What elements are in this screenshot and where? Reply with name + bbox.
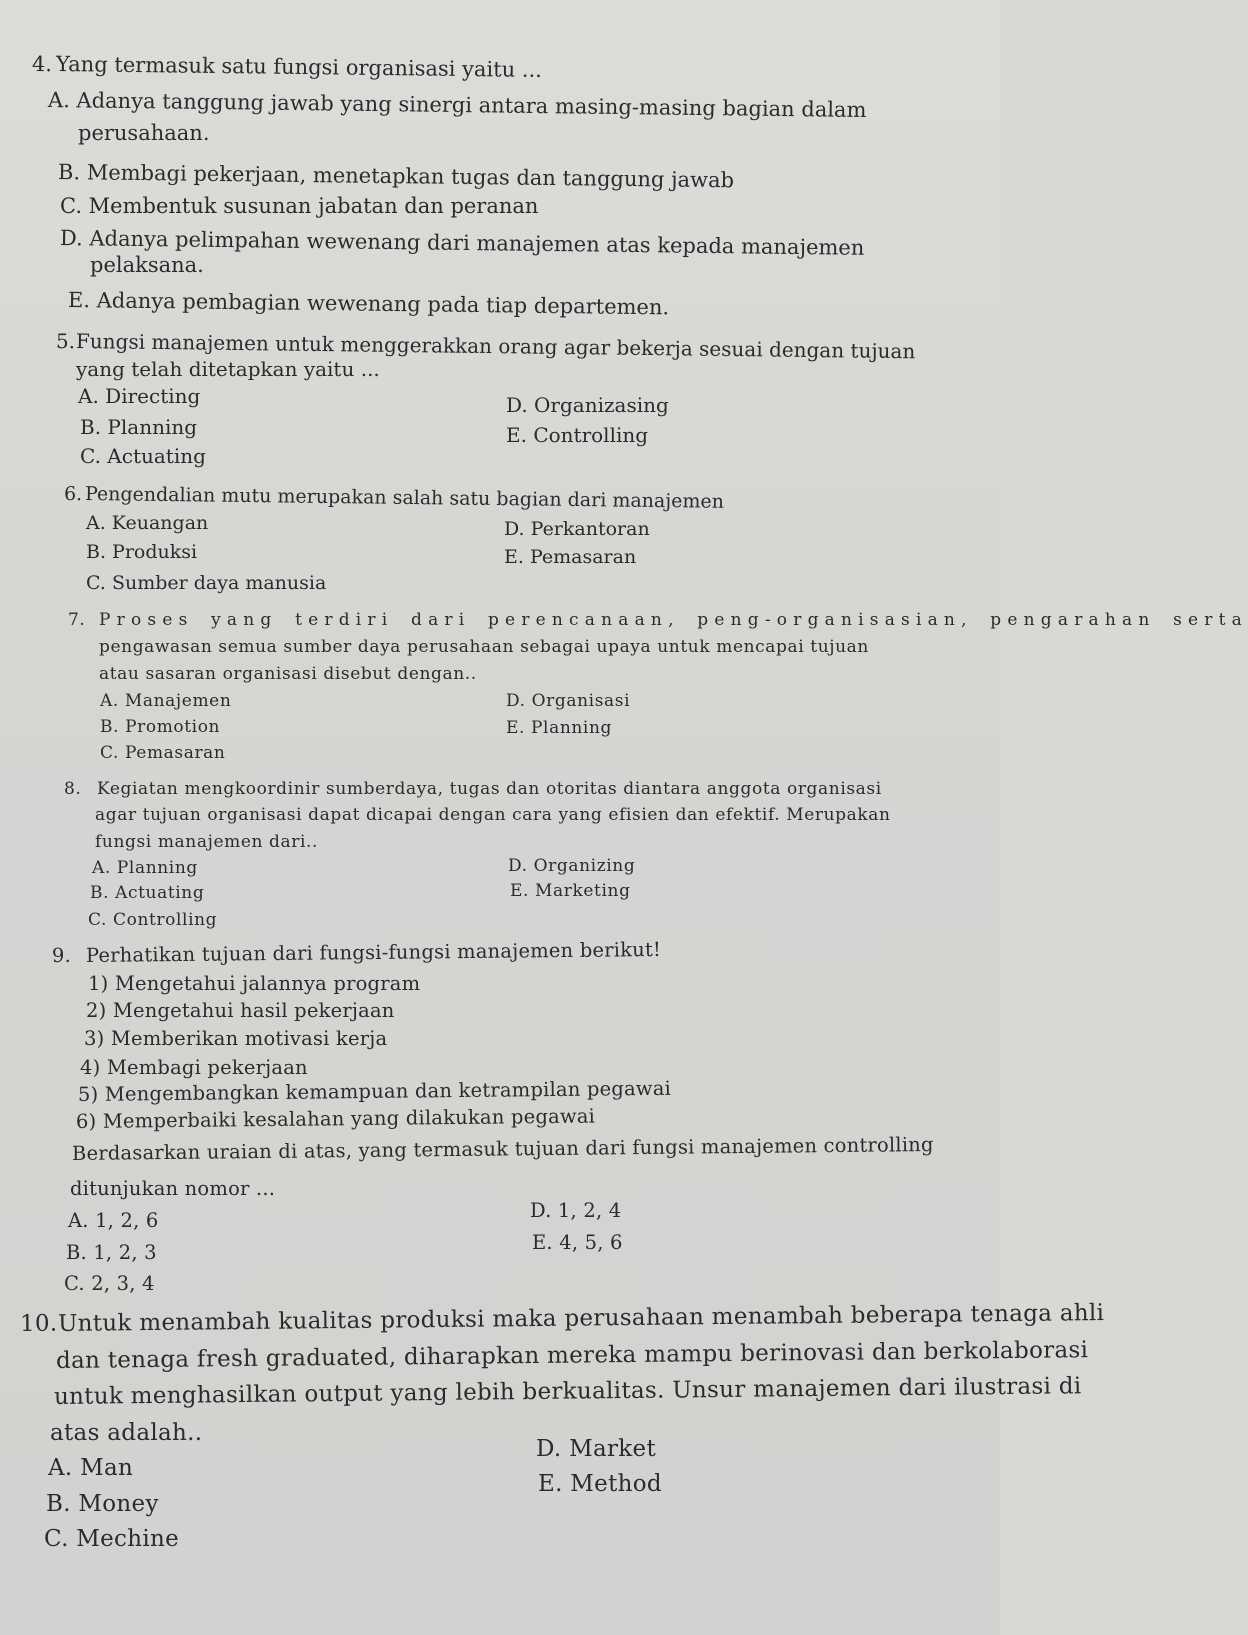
question-5-text-line2: yang telah ditetapkan yaitu ...	[76, 357, 380, 381]
question-8-text-line2: agar tujuan organisasi dapat dicapai dengan cara yang efisien dan efektif. Merupakan	[95, 805, 891, 825]
question-9-item-3: 3) Memberikan motivasi kerja	[84, 1027, 388, 1050]
question-7-text-line3: atau sasaran organisasi disebut dengan..	[99, 664, 477, 684]
question-10-option-c: C. Mechine	[44, 1526, 180, 1552]
question-10-number: 10.	[19, 1310, 58, 1337]
question-9-prompt-line2: ditunjukan nomor ...	[70, 1177, 276, 1200]
question-6-number: 6.	[63, 483, 83, 506]
question-7-option-e: E. Planning	[506, 718, 612, 738]
question-9-option-a: A. 1, 2, 6	[68, 1209, 159, 1232]
question-8-option-a: A. Planning	[92, 858, 198, 878]
question-4-option-c: C. Membentuk susunan jabatan dan peranan	[60, 194, 539, 218]
question-9-option-c: C. 2, 3, 4	[64, 1272, 155, 1295]
question-5-number: 5.	[55, 329, 76, 354]
question-6-option-b: B. Produksi	[86, 541, 198, 563]
question-7-option-d: D. Organisasi	[506, 691, 631, 711]
question-8-option-b: B. Actuating	[90, 883, 205, 903]
question-10-option-e: E. Method	[538, 1471, 662, 1497]
question-9-item-4: 4) Membagi pekerjaan	[80, 1056, 308, 1079]
question-9-item-6: 6) Memperbaiki kesalahan yang dilakukan pegawai	[75, 1104, 596, 1133]
question-9-option-b: B. 1, 2, 3	[66, 1241, 157, 1264]
question-10-option-b: B. Money	[46, 1491, 159, 1517]
question-5-option-a: A. Directing	[78, 384, 201, 408]
question-10-text-line3: untuk menghasilkan output yang lebih berkualitas. Unsur manajemen dari ilustrasi di	[53, 1373, 1082, 1410]
question-5-option-e: E. Controlling	[506, 423, 649, 447]
question-4-option-a-line1: A. Adanya tanggung jawab yang sinergi antara masing-masing bagian dalam	[47, 88, 867, 122]
question-4-text: Yang termasuk satu fungsi organisasi yaitu ...	[55, 52, 543, 82]
question-9-option-e: E. 4, 5, 6	[532, 1231, 623, 1254]
question-5-option-d: D. Organizasing	[506, 393, 669, 417]
question-4-option-a-line2: perusahaan.	[78, 121, 210, 145]
question-7-number: 7.	[68, 610, 86, 630]
question-4-option-b: B. Membagi pekerjaan, menetapkan tugas dan tanggung jawab	[57, 160, 735, 193]
question-8-option-c: C. Controlling	[88, 910, 218, 930]
question-4-number: 4.	[31, 52, 53, 77]
question-8-option-d: D. Organizing	[508, 856, 636, 876]
question-9-prompt-line1: Berdasarkan uraian di atas, yang termasuk tujuan dari fungsi manajemen controlling	[71, 1132, 934, 1165]
question-8-number: 8.	[64, 779, 82, 799]
question-10-text-line2: dan tenaga fresh graduated, diharapkan mereka mampu berinovasi dan berkolaborasi	[55, 1337, 1089, 1374]
question-9-item-5: 5) Mengembangkan kemampuan dan ketrampilan pegawai	[77, 1076, 672, 1106]
question-6-option-a: A. Keuangan	[86, 512, 209, 534]
question-9-number: 9.	[51, 943, 72, 967]
question-7-text-line1: Proses yang terdiri dari perencanaan, peng-organisasian, pengarahan serta	[99, 610, 1248, 630]
question-6-option-e: E. Pemasaran	[504, 546, 637, 568]
question-6-option-d: D. Perkantoran	[504, 518, 650, 540]
question-8-text-line3: fungsi manajemen dari..	[95, 832, 319, 852]
question-9-option-d: D. 1, 2, 4	[530, 1199, 622, 1222]
question-6-text: Pengendalian mutu merupakan salah satu bagian dari manajemen	[84, 483, 725, 513]
question-7-option-a: A. Manajemen	[100, 691, 232, 711]
question-4-option-d-line2: pelaksana.	[90, 253, 204, 277]
question-8-text-line1: Kegiatan mengkoordinir sumberdaya, tugas dan otoritas diantara anggota organisasi	[97, 779, 882, 799]
question-5-option-c: C. Actuating	[80, 444, 206, 468]
question-5-text-line1: Fungsi manajemen untuk menggerakkan orang agar bekerja sesuai dengan tujuan	[75, 329, 916, 364]
question-10-option-d: D. Market	[536, 1436, 656, 1462]
question-10-text-line1: Untuk menambah kualitas produksi maka perusahaan menambah beberapa tenaga ahli	[57, 1300, 1105, 1337]
question-5-option-b: B. Planning	[80, 415, 198, 439]
question-4-option-e: E. Adanya pembagian wewenang pada tiap departemen.	[67, 288, 670, 320]
question-7-option-c: C. Pemasaran	[100, 743, 226, 763]
question-9-item-2: 2) Mengetahui hasil pekerjaan	[86, 999, 395, 1022]
question-7-option-b: B. Promotion	[100, 717, 221, 737]
question-6-option-c: C. Sumber daya manusia	[86, 572, 327, 594]
question-10-text-line4: atas adalah..	[50, 1420, 203, 1446]
question-7-text-line2: pengawasan semua sumber daya perusahaan sebagai upaya untuk mencapai tujuan	[99, 637, 869, 657]
question-4-option-d-line1: D. Adanya pelimpahan wewenang dari manajemen atas kepada manajemen	[59, 226, 865, 260]
question-10-option-a: A. Man	[48, 1455, 134, 1481]
question-8-option-e: E. Marketing	[510, 881, 631, 901]
question-9-item-1: 1) Mengetahui jalannya program	[88, 972, 421, 995]
question-9-text: Perhatikan tujuan dari fungsi-fungsi manajemen berikut!	[85, 937, 662, 967]
